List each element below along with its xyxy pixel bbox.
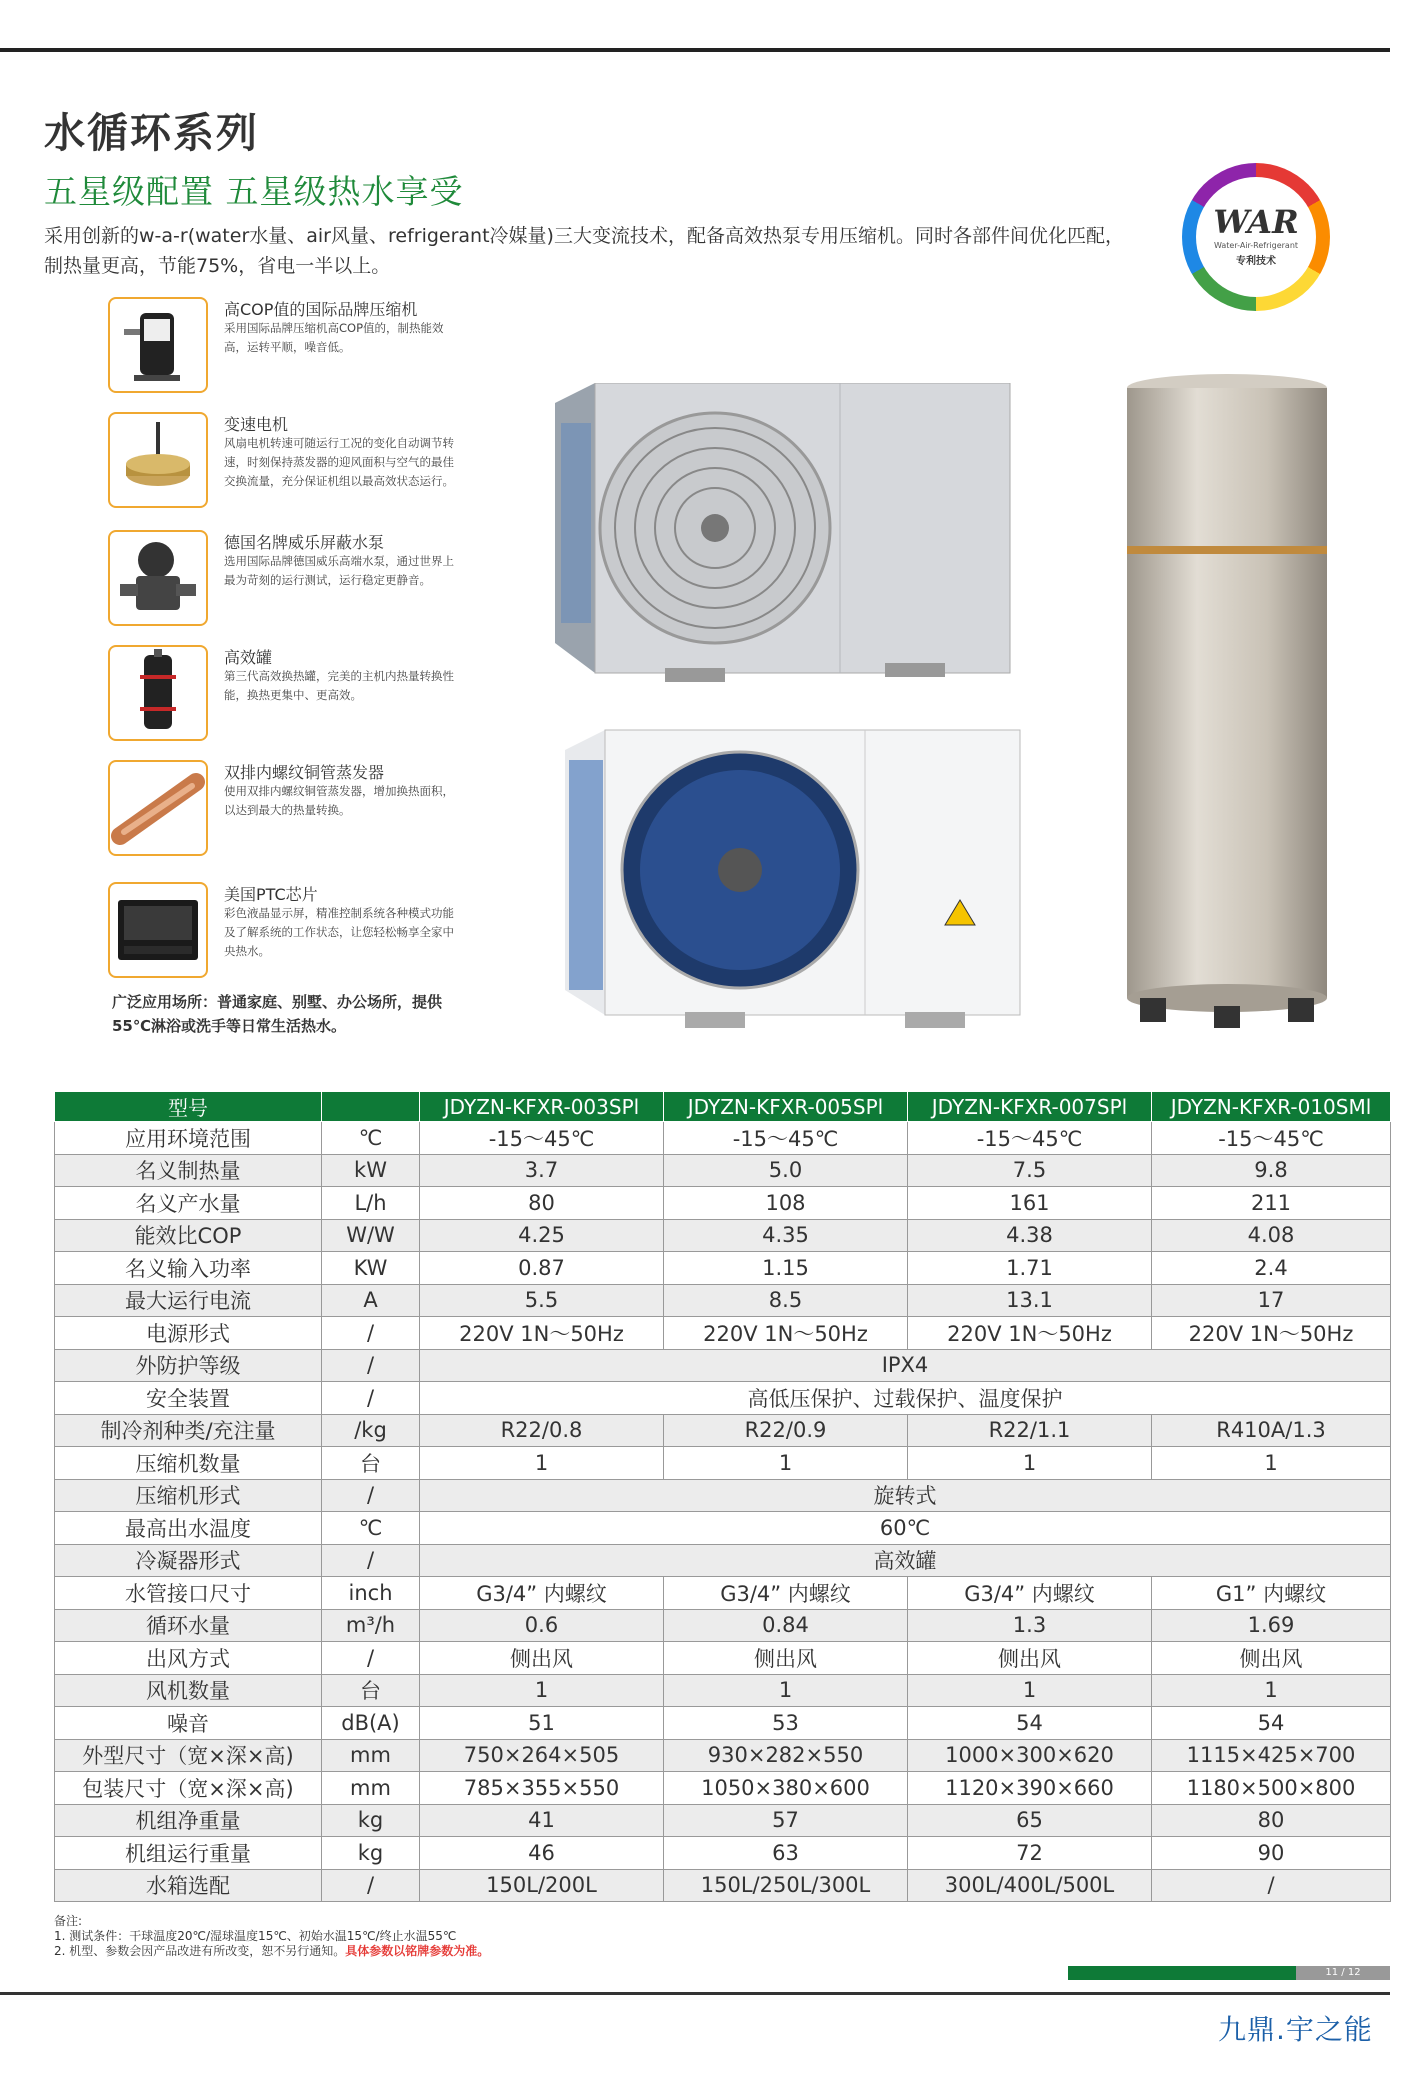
row-value-merged: IPX4 [420,1349,1391,1382]
table-row [55,1284,1391,1317]
table-row [55,1187,1391,1220]
row-value: 4.35 [664,1219,908,1252]
page-indicator: 11 / 12 [1296,1966,1390,1980]
table-header-row [55,1092,1391,1122]
row-value: 150L/200L [420,1869,664,1902]
row-value: 4.38 [908,1219,1152,1252]
row-value: 1 [908,1447,1152,1480]
row-label: 能效比COP [55,1219,322,1252]
row-label: 包装尺寸（宽×深×高) [55,1772,322,1805]
row-value: 1.69 [1152,1609,1391,1642]
row-value-merged: 60℃ [420,1512,1391,1545]
feature-desc: 风扇电机转速可随运行工况的变化自动调节转速，时刻保持蒸发器的迎风面积与空气的最佳交换流量，充分保证机组以最高效状态运行。 [224,436,454,488]
brand-logo: 九鼎.宇之能 [1218,2013,1373,2046]
row-value: 1 [1152,1447,1391,1480]
row-value: 750×264×505 [420,1739,664,1772]
row-value: 1115×425×700 [1152,1739,1391,1772]
feature-title: 德国名牌威乐屏蔽水泵 [224,533,385,552]
feature-title: 变速电机 [224,415,289,434]
feature-title: 美国PTC芯片 [224,885,318,904]
row-value: 220V 1N～50Hz [664,1317,908,1350]
row-value: 1 [664,1447,908,1480]
war-logo: WAR [1213,203,1299,241]
row-unit: /kg [322,1414,420,1447]
row-label: 名义制热量 [55,1154,322,1187]
row-label: 外防护等级 [55,1349,322,1382]
row-value: 72 [908,1837,1152,1870]
row-value: 1 [664,1674,908,1707]
row-value: 2.4 [1152,1252,1391,1285]
row-value: 211 [1152,1187,1391,1220]
row-value: 785×355×550 [420,1772,664,1805]
table-row [55,1122,1391,1155]
row-unit: 台 [322,1674,420,1707]
row-value-merged: 高效罐 [420,1544,1391,1577]
row-value: 54 [1152,1707,1391,1740]
motor-icon [108,412,208,508]
feature-desc: 第三代高效换热罐，完美的主机内热量转换性能，换热更集中、更高效。 [224,669,454,702]
header-model-007: JDYZN-KFXR-007SPl [908,1092,1152,1122]
header-model-010: JDYZN-KFXR-010SMl [1152,1092,1391,1122]
row-value: 8.5 [664,1284,908,1317]
feature-title: 高效罐 [224,648,273,667]
notes-line-1: 1. 测试条件：干球温度20℃/湿球温度15℃、初始水温15℃/终止水温55℃ [54,1929,457,1943]
table-row [55,1154,1391,1187]
row-value: 150L/250L/300L [664,1869,908,1902]
row-label: 应用环境范围 [55,1122,322,1155]
row-label: 安全装置 [55,1382,322,1415]
footer-accent-bar [1068,1966,1296,1980]
row-value: 0.6 [420,1609,664,1642]
row-value: / [1152,1869,1391,1902]
row-value: -15～45℃ [420,1122,664,1155]
row-label: 机组运行重量 [55,1837,322,1870]
row-value: 220V 1N～50Hz [420,1317,664,1350]
row-unit: / [322,1479,420,1512]
row-label: 电源形式 [55,1317,322,1350]
row-value: 1.71 [908,1252,1152,1285]
table-row [55,1577,1391,1610]
header-model: 型号 [55,1092,322,1122]
row-value: 5.5 [420,1284,664,1317]
row-unit: ℃ [322,1122,420,1155]
row-unit: mm [322,1772,420,1805]
row-value: 80 [420,1187,664,1220]
row-label: 最高出水温度 [55,1512,322,1545]
row-value: R22/0.8 [420,1414,664,1447]
row-value: 41 [420,1804,664,1837]
row-label: 外型尺寸（宽×深×高) [55,1739,322,1772]
row-value: 17 [1152,1284,1391,1317]
page-subtitle: 五星级配置 五星级热水享受 [44,172,464,211]
war-caption: 专利技术 [1236,256,1276,267]
heat-pump-unit-silver-image [555,383,1015,688]
feature-compressor [108,297,468,397]
table-row [55,1544,1391,1577]
row-value: 54 [908,1707,1152,1740]
row-label: 压缩机数量 [55,1447,322,1480]
row-unit: kg [322,1837,420,1870]
spec-table [54,1091,1391,1902]
row-value: G3/4” 内螺纹 [664,1577,908,1610]
table-row [55,1707,1391,1740]
row-label: 最大运行电流 [55,1284,322,1317]
row-unit: A [322,1284,420,1317]
row-value: 1 [1152,1674,1391,1707]
table-row [55,1869,1391,1902]
lcd-controller-icon [108,882,208,978]
row-value: 220V 1N～50Hz [1152,1317,1391,1350]
war-tagline: Water-Air-Refrigerant [1213,241,1299,250]
row-label: 噪音 [55,1707,322,1740]
application-scope: 广泛应用场所：普通家庭、别墅、办公场所，提供55℃淋浴或洗手等日常生活热水。 [112,993,443,1035]
row-unit: kW [322,1154,420,1187]
feature-desc: 彩色液晶显示屏，精准控制系统各种模式功能及了解系统的工作状态，让您轻松畅享全家中央热水。 [224,906,454,958]
table-row [55,1609,1391,1642]
table-row [55,1317,1391,1350]
table-row [55,1219,1391,1252]
row-value: G1” 内螺纹 [1152,1577,1391,1610]
row-unit: / [322,1349,420,1382]
row-unit: m³/h [322,1609,420,1642]
row-value: 4.08 [1152,1219,1391,1252]
row-label: 循环水量 [55,1609,322,1642]
row-value: 侧出风 [664,1642,908,1675]
table-row [55,1447,1391,1480]
row-value-merged: 高低压保护、过载保护、温度保护 [420,1382,1391,1415]
row-value: 9.8 [1152,1154,1391,1187]
row-value: R22/1.1 [908,1414,1152,1447]
row-value: 108 [664,1187,908,1220]
table-row [55,1739,1391,1772]
row-value: -15～45℃ [664,1122,908,1155]
feature-desc: 使用双排内螺纹铜管蒸发器，增加换热面积，以达到最大的热量转换。 [224,784,454,817]
row-value: 4.25 [420,1219,664,1252]
row-unit: KW [322,1252,420,1285]
row-value: -15～45℃ [1152,1122,1391,1155]
row-value-merged: 旋转式 [420,1479,1391,1512]
row-value: 5.0 [664,1154,908,1187]
feature-title: 双排内螺纹铜管蒸发器 [224,763,385,782]
row-value: 1050×380×600 [664,1772,908,1805]
row-value: -15～45℃ [908,1122,1152,1155]
feature-tank [108,645,468,745]
row-value: 51 [420,1707,664,1740]
row-value: R410A/1.3 [1152,1414,1391,1447]
row-unit: kg [322,1804,420,1837]
row-value: 46 [420,1837,664,1870]
row-unit: inch [322,1577,420,1610]
intro-paragraph: 采用创新的w-a-r(water水量、air风量、refrigerant冷媒量)三大变流技术，配备高效热泵专用压缩机。同时各部件间优化匹配，制热量更高，节能75%，省电一半以上。 [44,225,1124,277]
row-value: R22/0.9 [664,1414,908,1447]
row-unit: dB(A) [322,1707,420,1740]
row-value: 1 [420,1447,664,1480]
bottom-rule [0,1992,1390,1995]
feature-title: 高COP值的国际品牌压缩机 [224,300,418,319]
row-value: 13.1 [908,1284,1152,1317]
table-row [55,1382,1391,1415]
header-unit [322,1092,420,1122]
top-rule [0,48,1390,52]
row-value: G3/4” 内螺纹 [908,1577,1152,1610]
row-value: 53 [664,1707,908,1740]
row-label: 出风方式 [55,1642,322,1675]
notes [54,1914,489,1959]
tank-coil-icon [108,645,208,741]
row-value: 161 [908,1187,1152,1220]
row-value: 侧出风 [420,1642,664,1675]
table-row [55,1804,1391,1837]
row-unit: 台 [322,1447,420,1480]
row-value: 63 [664,1837,908,1870]
table-row [55,1349,1391,1382]
table-row [55,1642,1391,1675]
water-tank-image [1122,370,1332,1030]
row-value: 1000×300×620 [908,1739,1152,1772]
row-unit: / [322,1642,420,1675]
page-title: 水循环系列 [44,109,259,157]
row-value: 65 [908,1804,1152,1837]
row-value: 930×282×550 [664,1739,908,1772]
heat-pump-unit-white-image [565,720,1025,1038]
row-label: 冷凝器形式 [55,1544,322,1577]
feature-ptc-chip [108,882,468,982]
row-value: G3/4” 内螺纹 [420,1577,664,1610]
table-row [55,1252,1391,1285]
row-label: 制冷剂种类/充注量 [55,1414,322,1447]
row-label: 水箱选配 [55,1869,322,1902]
copper-pipe-icon [108,760,208,856]
row-value: 1180×500×800 [1152,1772,1391,1805]
feature-motor [108,412,468,512]
row-unit: ℃ [322,1512,420,1545]
row-unit: L/h [322,1187,420,1220]
row-unit: / [322,1869,420,1902]
table-row [55,1414,1391,1447]
row-label: 名义产水量 [55,1187,322,1220]
row-label: 名义输入功率 [55,1252,322,1285]
row-value: 1120×390×660 [908,1772,1152,1805]
row-value: 侧出风 [908,1642,1152,1675]
feature-desc: 采用国际品牌压缩机高COP值的，制热能效高，运转平顺，噪音低。 [224,321,444,354]
notes-line-2: 2. 机型、参数会因产品改进有所改变，恕不另行通知。 [54,1944,346,1958]
table-row [55,1674,1391,1707]
row-unit: mm [322,1739,420,1772]
row-label: 机组净重量 [55,1804,322,1837]
feature-pump [108,530,468,630]
feature-desc: 选用国际品牌德国威乐高端水泵，通过世界上最为苛刻的运行测试，运行稳定更静音。 [224,554,454,587]
row-value: 80 [1152,1804,1391,1837]
row-unit: / [322,1317,420,1350]
row-value: 0.87 [420,1252,664,1285]
table-row [55,1772,1391,1805]
row-value: 220V 1N～50Hz [908,1317,1152,1350]
notes-line-2-red: 具体参数以铭牌参数为准。 [345,1944,490,1958]
table-row [55,1512,1391,1545]
row-value: 1.15 [664,1252,908,1285]
row-unit: W/W [322,1219,420,1252]
row-value: 57 [664,1804,908,1837]
row-label: 风机数量 [55,1674,322,1707]
row-value: 1 [420,1674,664,1707]
row-value: 7.5 [908,1154,1152,1187]
header-model-003: JDYZN-KFXR-003SPl [420,1092,664,1122]
row-value: 侧出风 [1152,1642,1391,1675]
feature-evaporator [108,760,468,860]
header-model-005: JDYZN-KFXR-005SPl [664,1092,908,1122]
war-patent-badge [1182,163,1330,311]
table-row [55,1837,1391,1870]
compressor-icon [108,297,208,393]
row-label: 压缩机形式 [55,1479,322,1512]
table-row [55,1479,1391,1512]
row-value: 90 [1152,1837,1391,1870]
pump-icon [108,530,208,626]
row-value: 0.84 [664,1609,908,1642]
row-unit: / [322,1544,420,1577]
row-value: 3.7 [420,1154,664,1187]
row-label: 水管接口尺寸 [55,1577,322,1610]
row-value: 1 [908,1674,1152,1707]
row-value: 300L/400L/500L [908,1869,1152,1902]
row-unit: / [322,1382,420,1415]
row-value: 1.3 [908,1609,1152,1642]
notes-heading: 备注: [54,1914,83,1928]
